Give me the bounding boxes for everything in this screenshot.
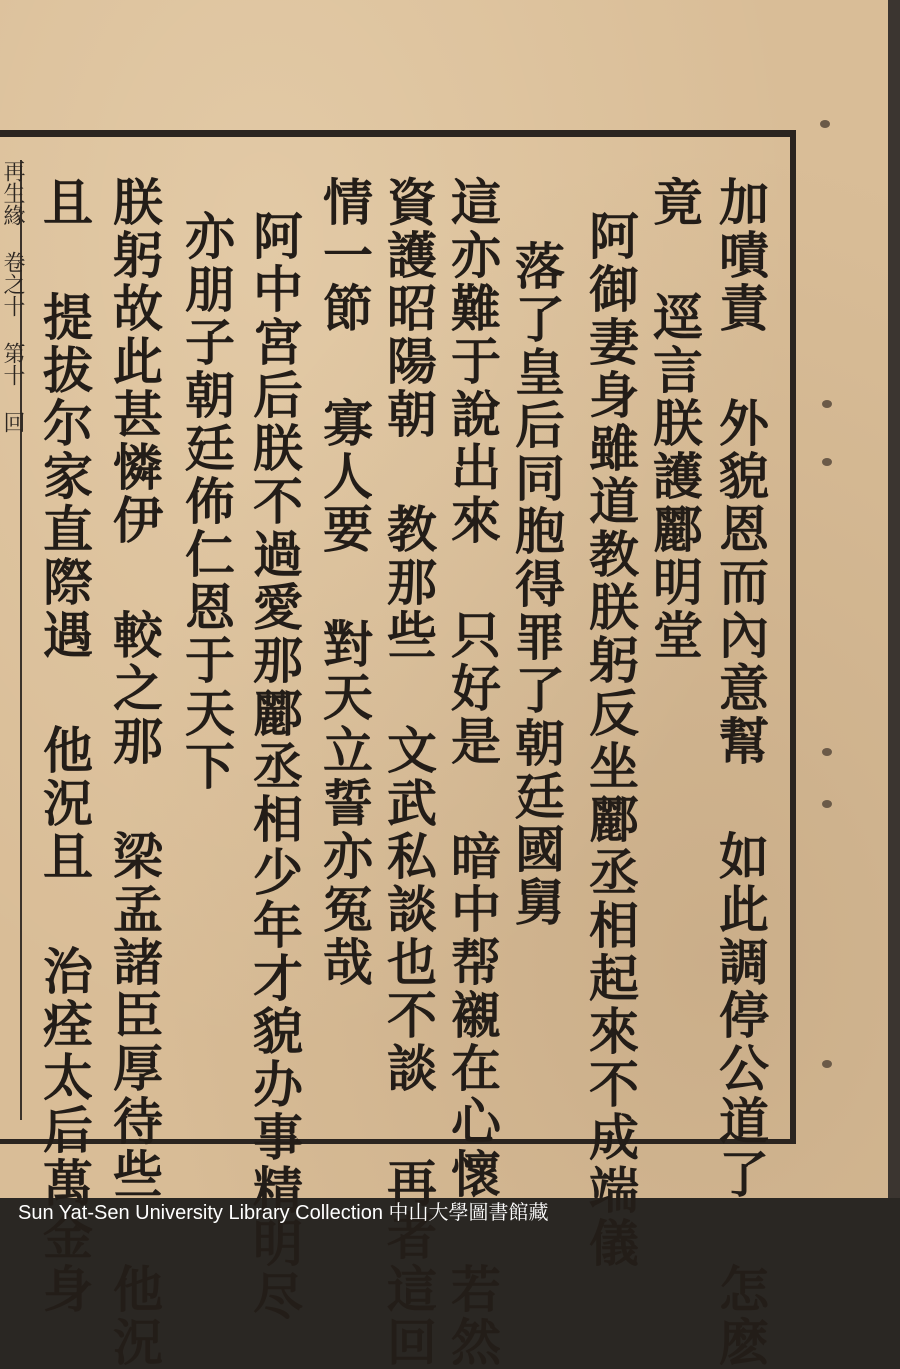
binding-hole <box>820 120 830 128</box>
text-column-7: 情一節 寡人要 對天立誓亦冤哉 <box>315 176 374 989</box>
binding-hole <box>822 400 832 408</box>
text-column-9: 亦朋子朝廷佈仁恩于天下 <box>177 210 236 793</box>
text-column-11: 且 提拔尔家直際遇 他況且 治痊太后萬金身 <box>35 176 94 1316</box>
text-column-8: 阿中宮后朕不過愛那酈丞相少年才貌办事精明尽 <box>245 210 304 1323</box>
binding-hole <box>822 1060 832 1068</box>
collection-caption: Sun Yat-Sen University Library Collection 中山大學圖書館藏 <box>18 1202 549 1224</box>
page-edge <box>888 0 900 1198</box>
text-column-3: 阿御妻身雖道教朕躬反坐酈丞相起來不成端儀 <box>581 210 640 1270</box>
text-column-4: 落了皇后同胞得罪了朝廷國舅 <box>507 240 566 929</box>
binding-hole <box>822 458 832 466</box>
text-column-5: 這亦難于說出來 只好是 暗中帮襯在心懷 若然 <box>443 176 502 1369</box>
text-column-10: 朕躬故此甚憐伊 較之那 梁孟諸臣厚待些 他況 <box>105 176 164 1369</box>
binding-hole <box>822 748 832 756</box>
binding-hole <box>822 800 832 808</box>
text-column-2: 竟 逕言朕護酈明堂 <box>645 176 704 662</box>
text-column-1: 加嘖責 外貌恩而內意幫 如此調停公道了 怎麽 <box>711 176 770 1369</box>
text-column-6: 資護昭陽朝 教那些 文武私談也不談 再者這回 <box>379 176 438 1369</box>
margin-title: 再生緣 卷之十 第十 回 <box>0 160 25 433</box>
